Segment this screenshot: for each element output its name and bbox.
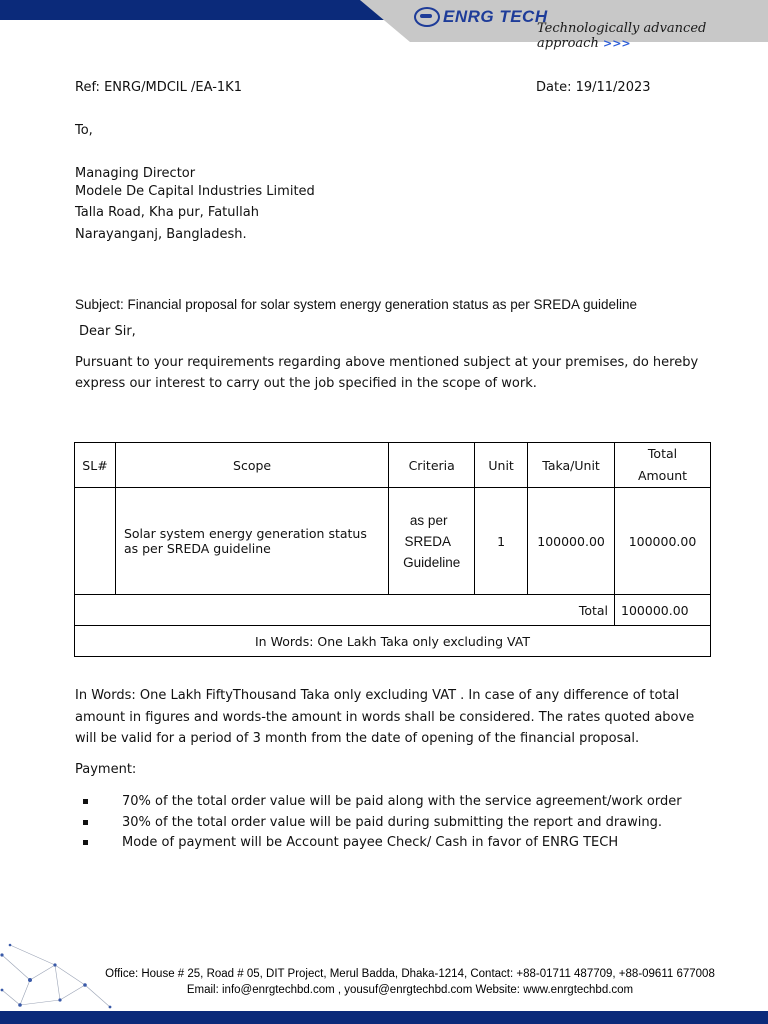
total-label: Total xyxy=(75,595,615,626)
bullet-icon xyxy=(83,799,88,804)
footer-address: Office: House # 25, Road # 05, DIT Project, Merul Badda, Dhaka-1214, Contact: +88-01711 487709, +88-09611 677008 xyxy=(105,968,715,980)
recipient-street: Talla Road, Kha pur, Fatullah xyxy=(75,205,259,220)
in-words-row xyxy=(75,626,711,657)
total-row xyxy=(75,595,711,626)
to-line: To, xyxy=(75,123,93,138)
header-sl: SL# xyxy=(75,443,116,488)
header-total-line2: Amount xyxy=(637,468,688,483)
logo-globe-icon xyxy=(414,7,440,27)
intro-paragraph: Pursuant to your requirements regarding above mentioned subject at your premises, do hereby express our interest to carry out the job specified in the scope of work. xyxy=(75,355,699,391)
terms-paragraph: In Words: One Lakh FiftyThousand Taka only excluding VAT . In case of any difference of total amount in figures and words-the amount in words shall be considered. The rates quoted above will be valid for a period of 3 month from the date of opening of the financial proposal. xyxy=(75,688,695,746)
bullet-icon xyxy=(83,820,88,825)
total-value: 100000.00 xyxy=(615,595,711,626)
in-words-cell: In Words: One Lakh Taka only excluding VAT xyxy=(75,626,711,657)
cell-criteria xyxy=(389,488,475,595)
payment-item-text: Mode of payment will be Account payee Check/ Cash in favor of ENRG TECH xyxy=(122,835,619,850)
financial-table xyxy=(74,442,711,657)
tagline xyxy=(537,21,768,51)
header-total-line1: Total xyxy=(647,446,678,461)
header-scope: Scope xyxy=(115,443,388,488)
company-logo xyxy=(414,7,548,27)
criteria-line3: Guideline xyxy=(403,554,461,570)
recipient-city: Narayanganj, Bangladesh. xyxy=(75,227,247,242)
brand-name: ENRG TECH xyxy=(443,7,548,26)
table-header-row xyxy=(75,443,711,488)
list-item xyxy=(75,792,682,813)
header-rate: Taka/Unit xyxy=(528,443,615,488)
cell-total: 100000.00 xyxy=(615,488,711,595)
recipient-company: Modele De Capital Industries Limited xyxy=(75,184,315,199)
payment-list xyxy=(75,792,682,854)
cell-rate: 100000.00 xyxy=(528,488,615,595)
cell-unit: 1 xyxy=(475,488,528,595)
header-unit: Unit xyxy=(475,443,528,488)
payment-heading: Payment: xyxy=(75,762,137,777)
cell-scope: Solar system energy generation status as per SREDA guideline xyxy=(115,488,388,595)
cell-sl xyxy=(75,488,116,595)
payment-item-text: 30% of the total order value will be paid during submitting the report and drawing. xyxy=(122,814,663,830)
payment-item-text: 70% of the total order value will be paid along with the service agreement/work order xyxy=(122,794,682,809)
tagline-text: Technologically advanced approach xyxy=(537,21,707,51)
footer-contact: Email: info@enrgtechbd.com , yousuf@enrgtechbd.com Website: www.enrgtechbd.com xyxy=(186,984,634,996)
header-total-amount xyxy=(615,443,711,488)
criteria-line1: as per xyxy=(409,512,448,528)
list-item xyxy=(75,813,682,834)
tagline-arrows: >>> xyxy=(602,37,631,50)
bullet-icon xyxy=(83,840,88,845)
list-item xyxy=(75,833,682,854)
recipient-title: Managing Director xyxy=(75,166,196,181)
reference-number: Ref: ENRG/MDCIL /EA-1K1 xyxy=(75,80,242,95)
subject-line: Subject: Financial proposal for solar system energy generation status as per SREDA guideline xyxy=(75,297,638,312)
header-criteria: Criteria xyxy=(389,443,475,488)
salutation: Dear Sir, xyxy=(79,324,136,339)
criteria-line2: SREDA xyxy=(404,533,451,549)
footer-band xyxy=(0,1011,768,1024)
table-row xyxy=(75,488,711,595)
letter-date: Date: 19/11/2023 xyxy=(536,80,651,95)
